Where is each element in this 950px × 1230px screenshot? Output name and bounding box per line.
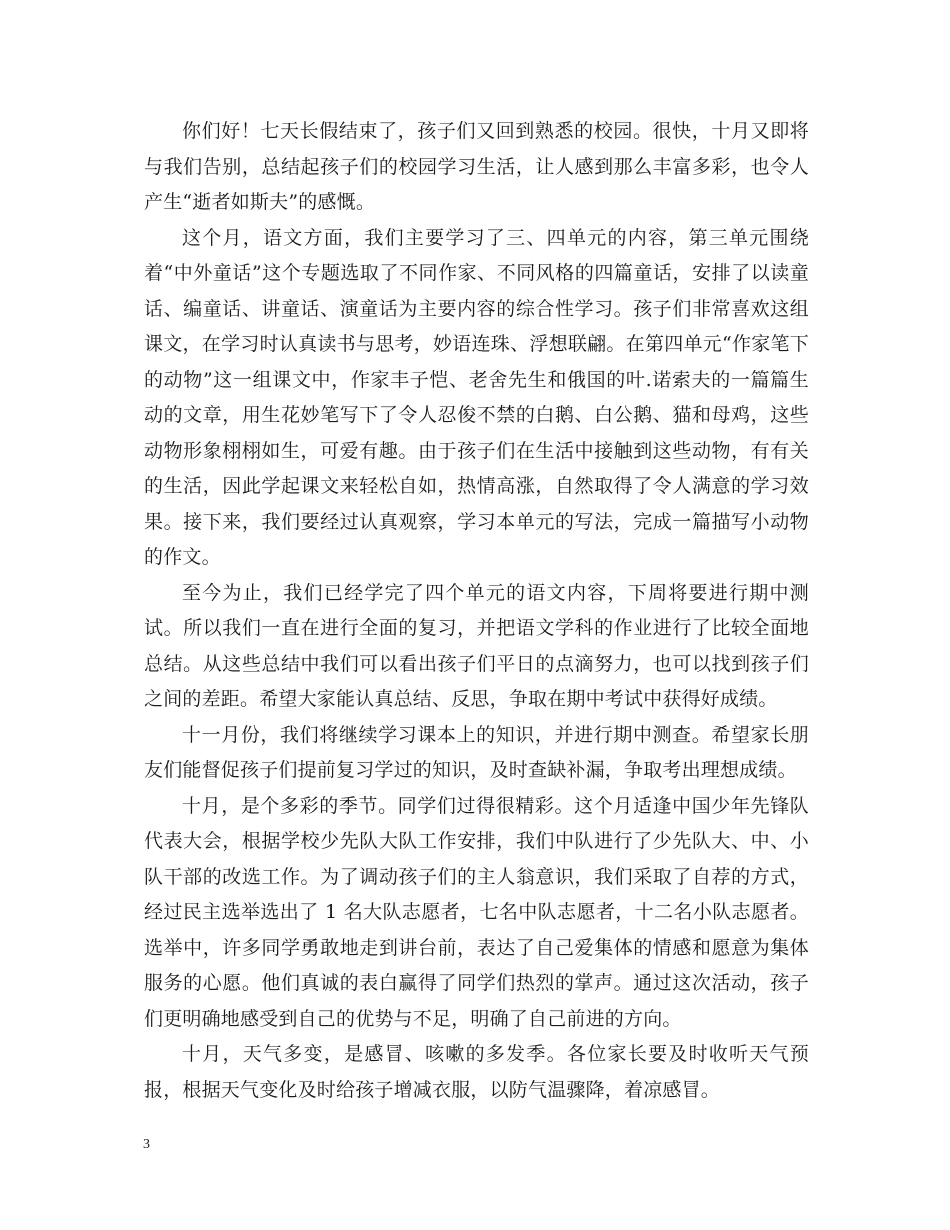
paragraph-chinese-units: 这个月，语文方面，我们主要学习了三、四单元的内容，第三单元围绕着“中外童话”这个专题选取了不同作家、不同风格的四篇童话，安排了以读童话、编童话、讲童话、演童话为主要内容的综合性学习。孩子们非常喜欢这组课文，在学习时认真读书与思考，妙语连珠、浮想联翩。在第四单元“作家笔下的动物”这一组课文中，作家丰子恺、老舍先生和俄国的叶.诺索夫的一篇篇生动的文章，用生花妙笔写下了令人忍俊不禁的白鹅、白公鹅、猫和母鸡，这些动物形象栩栩如生，可爱有趣。由于孩子们在生活中接触到这些动物，有有关的生活，因此学起课文来轻松自如，热情高涨，自然取得了令人满意的学习效果。接下来，我们要经过认真观察，学习本单元的写法，完成一篇描写小动物的作文。 — [144, 226, 809, 568]
paragraph-weather-advice: 十月，天气多变，是感冒、咳嗽的多发季。各位家长要及时收听天气预报，根据天气变化及时给孩子增减衣服，以防气温骤降，着凉感冒。 — [144, 1043, 809, 1101]
paragraph-november-plan: 十一月份，我们将继续学习课本上的知识，并进行期中测查。希望家长朋友们能督促孩子们提前复习学过的知识，及时查缺补漏，争取考出理想成绩。 — [144, 723, 809, 781]
document-body — [144, 114, 809, 1108]
paragraph-midterm-review: 至今为止，我们已经学完了四个单元的语文内容，下周将要进行期中测试。所以我们一直在进行全面的复习，并把语文学科的作业进行了比较全面地总结。从这些总结中我们可以看出孩子们平日的点滴努力，也可以找到孩子们之间的差距。希望大家能认真总结、反思，争取在期中考试中获得好成绩。 — [144, 581, 809, 710]
paragraph-greeting: 你们好！七天长假结束了，孩子们又回到熟悉的校园。很快，十月又即将与我们告别，总结起孩子们的校园学习生活，让人感到那么丰富多彩，也令人产生“逝者如斯夫”的感慨。 — [144, 120, 809, 213]
paragraph-pioneer-election: 十月，是个多彩的季节。同学们过得很精彩。这个月适逢中国少年先锋队代表大会，根据学校少先队大队工作安排，我们中队进行了少先队大、中、小队干部的改选工作。为了调动孩子们的主人翁意识，我们采取了自荐的方式，经过民主选举选出了 1 名大队志愿者，七名中队志愿者，十二名小队志愿者。选举中，许多同学勇敢地走到讲台前，表达了自己爱集体的情感和愿意为集体服务的心愿。他们真诚的表白赢得了同学们热烈的掌声。通过这次活动，孩子们更明确地感受到自己的优势与不足，明确了自己前进的方向。 — [144, 794, 809, 1030]
page-number: 3 — [143, 1137, 150, 1152]
